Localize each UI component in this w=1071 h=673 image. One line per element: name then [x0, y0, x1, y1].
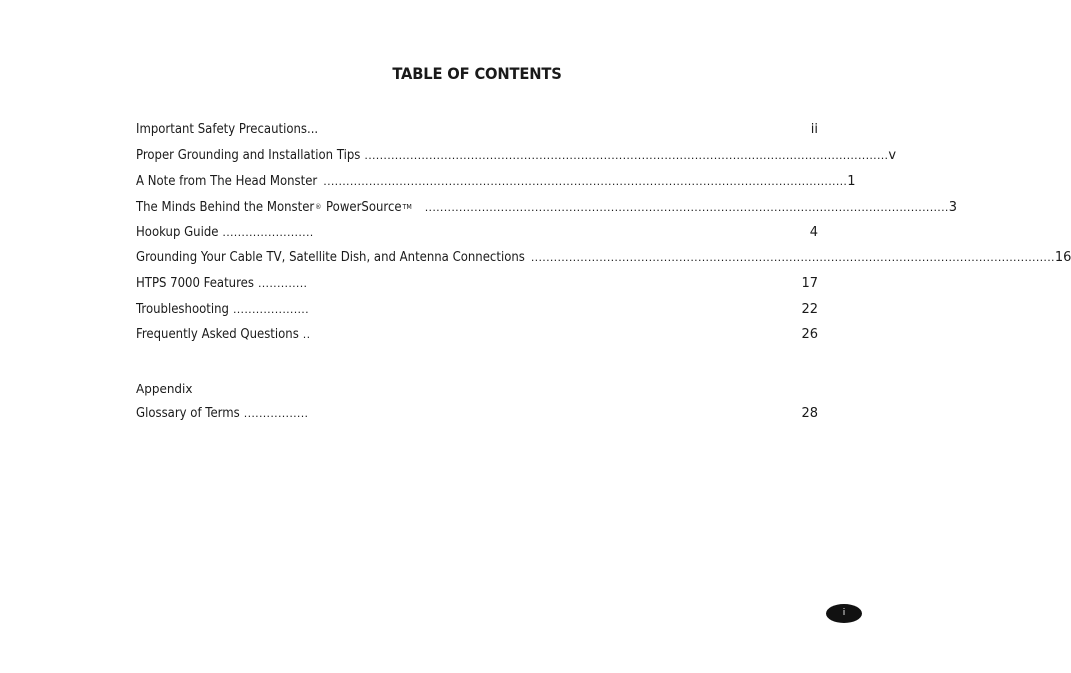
toc-entry-page: 4 [809, 225, 818, 240]
toc-entry-leader: .......................................................................................................................................... [323, 175, 848, 188]
toc-entry-leader: .......................................................................................................................................... [424, 201, 949, 214]
toc-entry-label: Glossary of Terms [136, 406, 240, 421]
toc-entry[interactable] [136, 326, 818, 344]
toc-entry-leader: ............. [257, 277, 308, 290]
toc-entry-label: Troubleshooting [136, 302, 229, 317]
toc-entry[interactable] [136, 173, 856, 191]
toc-entry-page: 3 [948, 200, 957, 215]
trademark-mark: TM [402, 203, 412, 211]
page-number-badge: i [826, 604, 862, 623]
toc-entry-page: 26 [801, 327, 818, 342]
toc-entry-label-text: PowerSource [322, 200, 402, 215]
appendix-heading: Appendix [136, 382, 193, 396]
toc-entry-label: Important Safety Precautions... [136, 122, 319, 137]
toc-entry[interactable] [136, 198, 957, 216]
toc-entry[interactable] [136, 301, 818, 319]
toc-entry-page: 17 [801, 276, 818, 291]
toc-entry-page: 16 [1054, 250, 1071, 265]
toc-entry-page: ii [810, 122, 818, 137]
toc-entry[interactable] [136, 121, 818, 139]
toc-entry-label [136, 198, 413, 217]
toc-entry-label: A Note from The Head Monster [136, 174, 318, 189]
toc-entry-leader: .......................................................................................................................................... [530, 251, 1055, 264]
toc-entry-page: 22 [801, 302, 818, 317]
toc-entry-page: 1 [847, 174, 856, 189]
toc-title: TABLE OF CONTENTS [392, 64, 562, 83]
toc-entry[interactable] [136, 405, 818, 423]
toc-entry-leader: ........................ [222, 226, 314, 239]
toc-entry-label: HTPS 7000 Features [136, 276, 254, 291]
toc-entry-leader: .......................................................................................................................................... [364, 149, 889, 162]
toc-entry-label: Grounding Your Cable TV, Satellite Dish, and Antenna Connections [136, 250, 525, 265]
toc-entry-page: 28 [801, 406, 818, 421]
toc-entry-leader: .................... [232, 303, 309, 316]
toc-entry[interactable] [136, 224, 818, 242]
toc-entry[interactable] [136, 147, 897, 165]
toc-entry-label: Frequently Asked Questions [136, 327, 299, 342]
toc-entry-leader: ................. [243, 407, 309, 420]
toc-entry-leader: .. [302, 328, 311, 341]
toc-entry[interactable] [136, 275, 818, 293]
toc-entry-label-text: The Minds Behind the Monster [136, 200, 315, 215]
toc-entry-label: Proper Grounding and Installation Tips [136, 148, 361, 163]
toc-entry[interactable] [136, 249, 1071, 267]
toc-entry-label: Hookup Guide [136, 225, 219, 240]
registered-mark: ® [315, 203, 322, 211]
toc-entry-page: v [888, 148, 897, 163]
